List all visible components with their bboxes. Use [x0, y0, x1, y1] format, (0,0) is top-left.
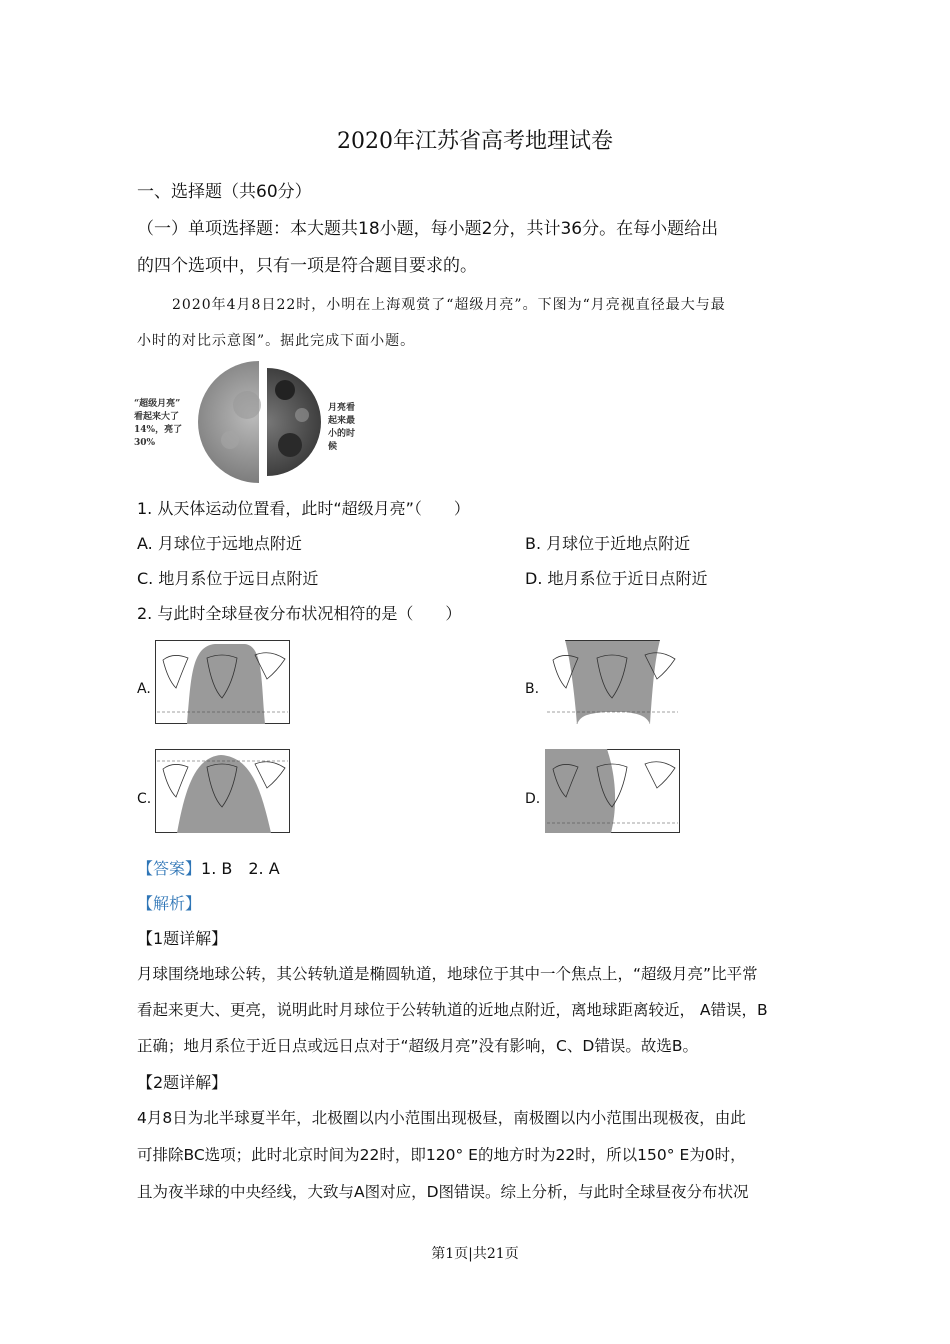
instructions-line-1: （一）单项选择题：本大题共18小题，每小题2分，共计36分。在每小题给出	[137, 219, 719, 239]
page-footer: 第1页|共21页	[431, 1246, 519, 1262]
detail-1-line-1: 月球围绕地球公转，其公转轨道是椭圆轨道，地球位于其中一个焦点上，“超级月亮”比平常	[137, 965, 758, 983]
q2-map-c	[155, 748, 290, 834]
detail-1-line-2: 看起来更大、更亮，说明此时月球位于公转轨道的近地点附近，离地球距离较近， A错误，B	[137, 1001, 768, 1019]
detail-1-heading: 【1题详解】	[137, 929, 228, 948]
section-heading: 一、选择题（共60分）	[137, 182, 312, 202]
q1-option-b: B. 月球位于近地点附近	[525, 534, 691, 553]
q2-option-d-label: D.	[525, 791, 541, 807]
figure-right-label: 月亮看 起来最 小的时 候	[328, 403, 356, 452]
q1-option-d: D. 地月系位于近日点附近	[525, 569, 708, 588]
detail-1-line-3: 正确；地月系位于近日点或远日点对于“超级月亮”没有影响，C、D错误。故选B。	[137, 1037, 698, 1055]
q2-map-a	[155, 640, 290, 724]
detail-2-line-2: 可排除BC选项；此时北京时间为22时，即120° E的地方时为22时，所以150° E为0时，	[137, 1146, 746, 1164]
q2-option-b-label: B.	[525, 681, 540, 697]
q2-map-b	[545, 640, 680, 724]
instructions-line-2: 的四个选项中，只有一项是符合题目要求的。	[137, 256, 477, 276]
answer-tag: 【答案】	[137, 859, 202, 878]
q2-map-d	[545, 748, 680, 834]
detail-2-line-1: 4月8日为北半球夏半年，北极圈以内小范围出现极昼，南极圈以内小范围出现极夜，由此	[137, 1109, 746, 1127]
stem-line-1: 2020年4月8日22时，小明在上海观赏了“超级月亮”。下图为“月亮视直径最大与最	[172, 297, 726, 313]
stem-line-2: 小时的对比示意图”。据此完成下面小题。	[137, 333, 416, 349]
detail-2-line-3: 且为夜半球的中央经线，大致与A图对应，D图错误。综上分析，与此时全球昼夜分布状况	[137, 1183, 749, 1201]
q1-option-a: A. 月球位于远地点附近	[137, 534, 302, 553]
detail-2-heading: 【2题详解】	[137, 1073, 228, 1092]
q2-stem: 2. 与此时全球昼夜分布状况相符的是（ ）	[137, 604, 462, 623]
figure-left-label: “超级月亮” 看起来大了 14%，亮了 30%	[134, 399, 183, 448]
moon-figure	[130, 360, 370, 485]
answer-text: 1. B 2. A	[201, 859, 280, 878]
q2-option-c-label: C.	[137, 791, 152, 807]
answer-line	[137, 859, 280, 879]
q1-option-c: C. 地月系位于远日点附近	[137, 569, 319, 588]
analysis-tag: 【解析】	[137, 894, 202, 913]
page-title: 2020年江苏省高考地理试卷	[337, 129, 613, 154]
q2-option-a-label: A.	[137, 681, 151, 697]
q1-stem: 1. 从天体运动位置看，此时“超级月亮”（ ）	[137, 499, 470, 518]
